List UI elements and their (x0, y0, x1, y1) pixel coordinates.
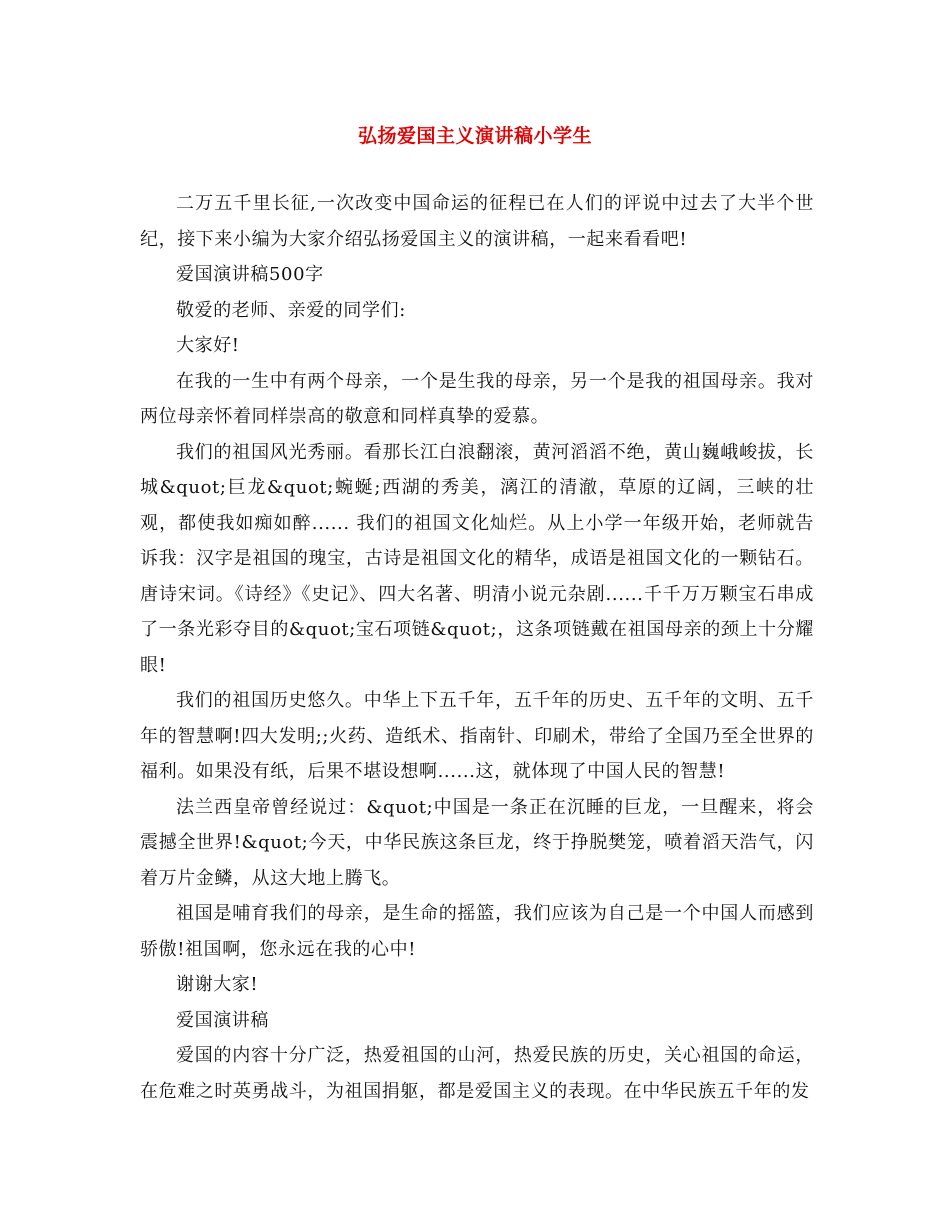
paragraph-motherland: 祖国是哺育我们的母亲，是生命的摇篮，我们应该为自己是一个中国人而感到骄傲!祖国啊，您永远在我的心中! (140, 903, 814, 960)
salutation: 敬爱的老师、亲爱的同学们: (176, 299, 406, 321)
document-body (140, 186, 814, 1109)
greeting: 大家好! (176, 335, 240, 356)
paragraph-patriotism: 爱国的内容十分广泛，热爱祖国的山河，热爱民族的历史，关心祖国的命运，在危难之时英勇战斗，为祖国捐躯，都是爱国主义的表现。在中华民族五千年的发 (140, 1045, 814, 1102)
section-heading-speech: 爱国演讲稿 (176, 1009, 269, 1031)
document-title: 弘扬爱国主义演讲稿小学生 (357, 125, 592, 147)
section-heading-500: 爱国演讲稿500字 (176, 264, 324, 285)
paragraph-history: 我们的祖国历史悠久。中华上下五千年，五千年的历史、五千年的文明、五千年的智慧啊!四大发明;;火药、造纸术、指南针、印刷术，带给了全国乃至全世界的福利。如果没有纸，后果不堪设想啊......这，就体现了中国人民的智慧! (140, 690, 814, 782)
paragraph-two-mothers: 在我的一生中有两个母亲，一个是生我的母亲，另一个是我的祖国母亲。我对两位母亲怀着同样崇高的敬意和同样真挚的爱慕。 (140, 370, 814, 427)
closing-thanks: 谢谢大家! (176, 974, 259, 995)
paragraph-intro: 二万五千里长征,一次改变中国命运的征程已在人们的评说中过去了大半个世纪，接下来小编为大家介绍弘扬爱国主义的演讲稿，一起来看看吧! (140, 193, 814, 250)
paragraph-scenery-culture: 我们的祖国风光秀丽。看那长江白浪翻滚，黄河滔滔不绝，黄山巍峨峻拔，长城&quot;巨龙&quot;蜿蜒;西湖的秀美，漓江的清澈，草原的辽阔，三峡的壮观，都使我如痴如醉...... 我们的祖国文化灿烂。从上小学一年级开始，老师就告诉我：汉字是祖国的瑰宝，古诗是祖国文化的精华，成语是祖国文化的一颗钻石。唐诗宋词。《诗经》《史记》、四大名著、明清小说元杂剧......千千万万颗宝石串成了一条光彩夺目的&quot;宝石项链&quot;，这条项链戴在祖国母亲的颈上十分耀眼! (140, 441, 814, 676)
paragraph-napoleon-quote: 法兰西皇帝曾经说过：&quot;中国是一条正在沉睡的巨龙，一旦醒来，将会震撼全世界!&quot;今天，中华民族这条巨龙，终于挣脱樊笼，喷着滔天浩气，闪着万片金鳞，从这大地上腾飞。 (140, 796, 814, 889)
